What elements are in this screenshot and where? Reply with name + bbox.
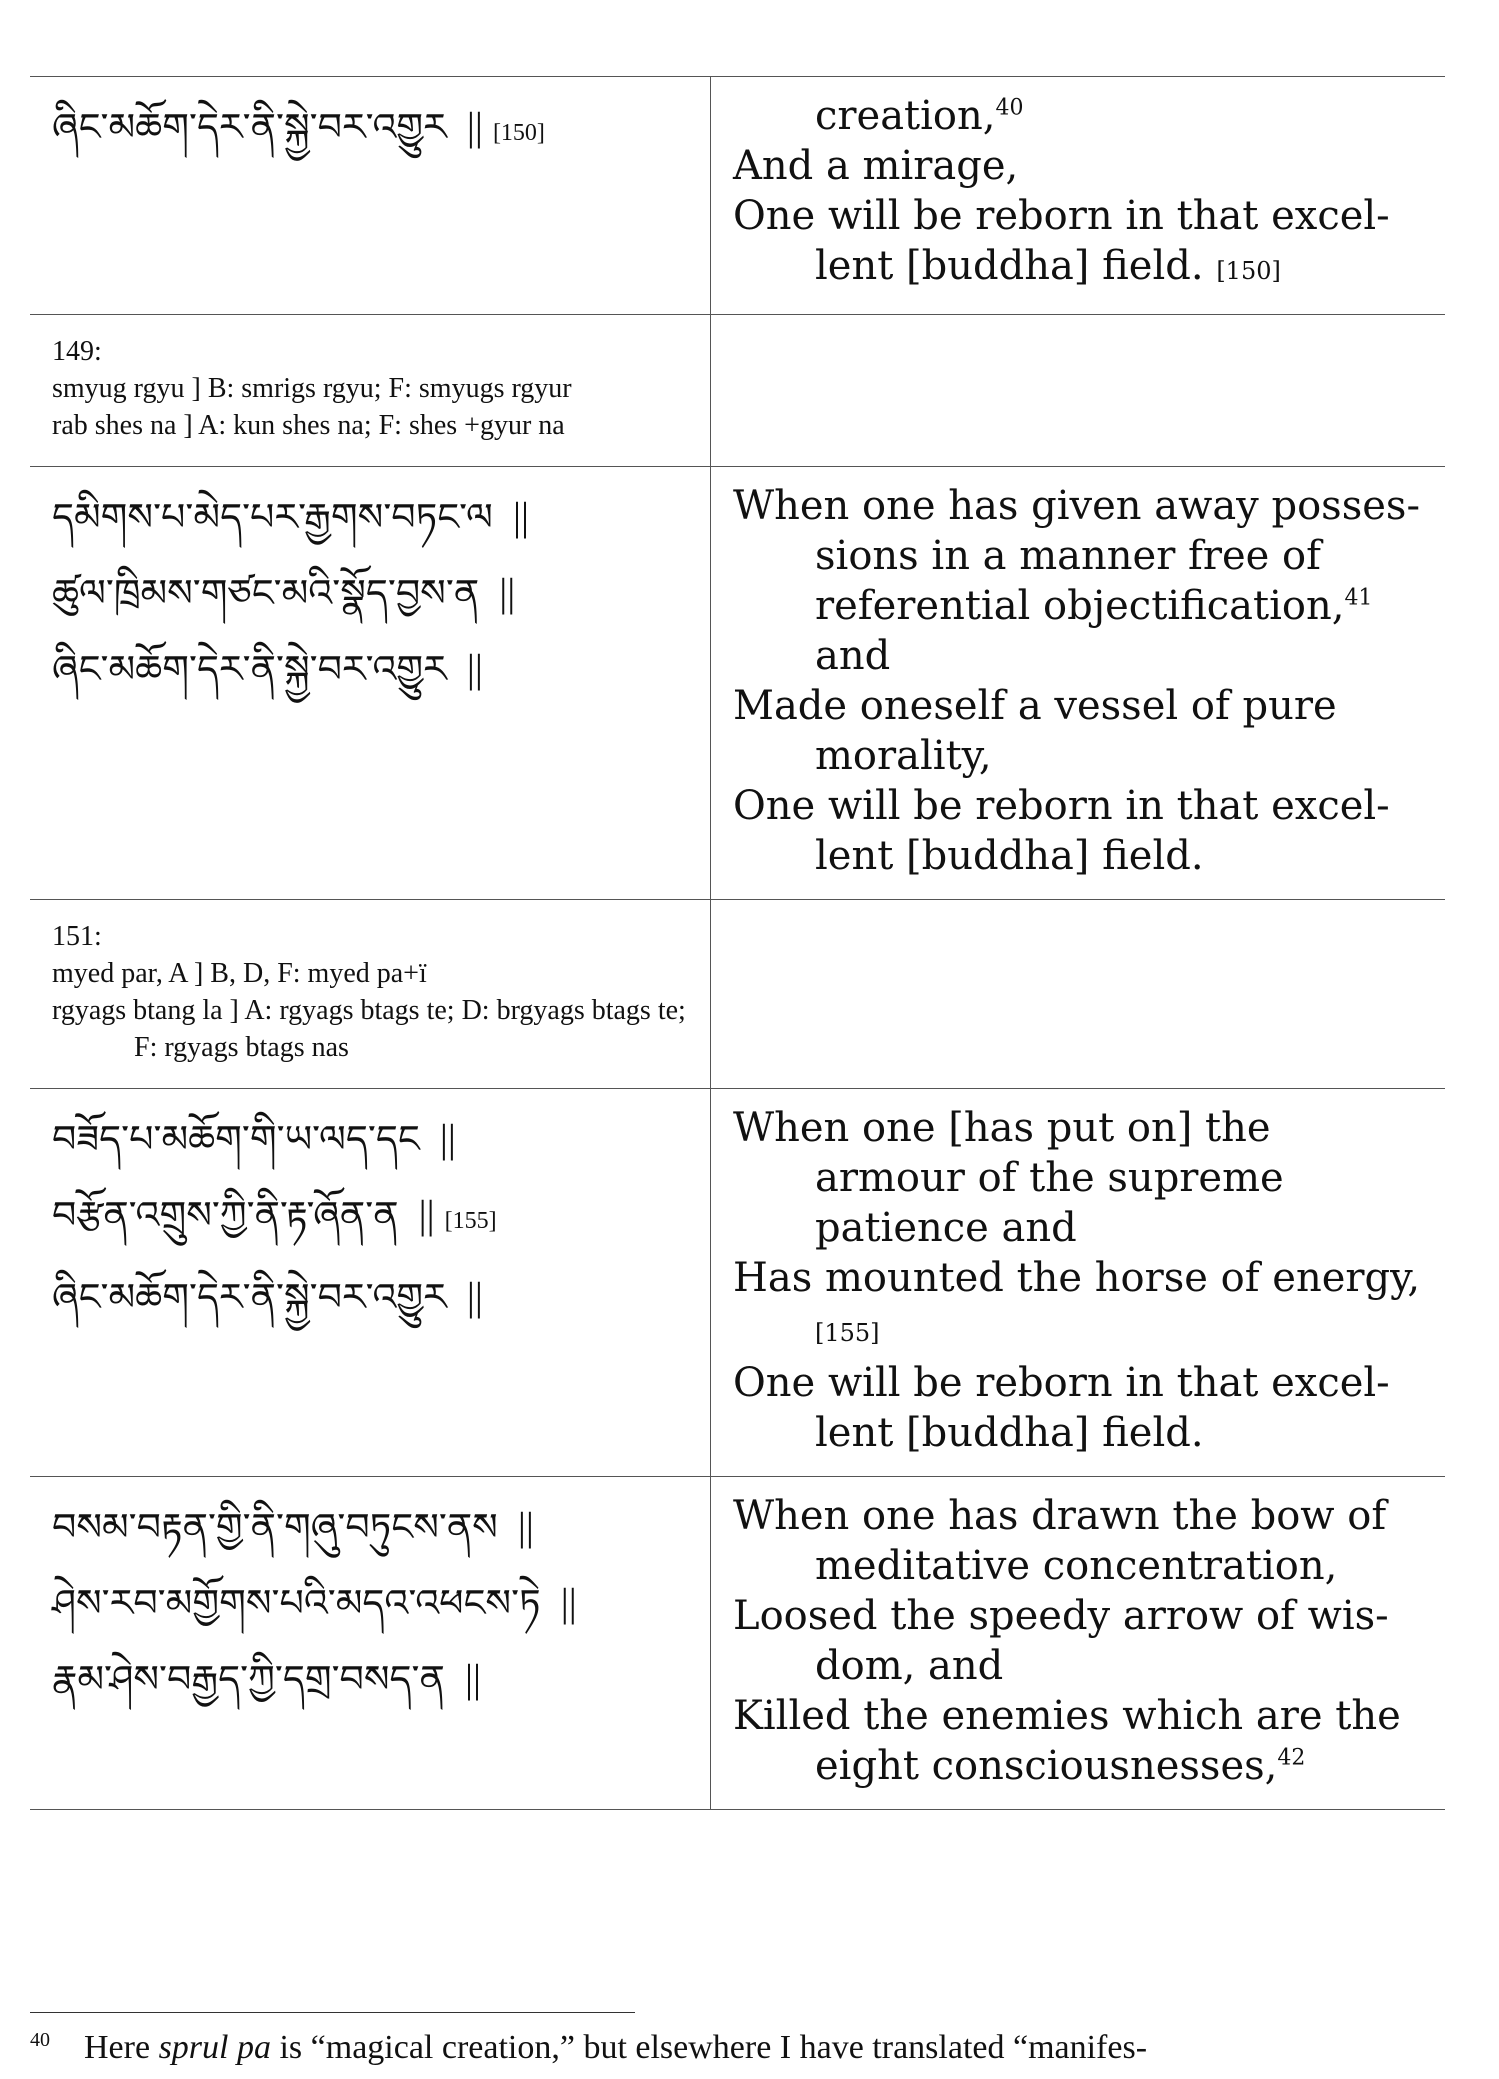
english-line: Has mounted the horse of energy, — [733, 1255, 1421, 1301]
verse-number: [150] — [492, 120, 545, 146]
tibetan-line: བརྩོན་འགྲུས་ཀྱི་ནི་རྟ་ཞོན་ན || [155] — [52, 1192, 497, 1237]
empty-cell — [711, 315, 1446, 467]
english-line: One will be reborn in that excel- — [733, 783, 1390, 829]
verse-number: [155] — [815, 1319, 880, 1347]
english-line: lent [buddha] field. — [815, 833, 1204, 879]
variant-line: smyug rgyu ] B: smrigs rgyu; F: smyugs rgyur — [52, 373, 572, 404]
variant-line: rab shes na ] A: kun shes na; F: shes +gyur na — [52, 410, 565, 441]
variants-row — [30, 315, 1445, 467]
english-line: and — [815, 633, 891, 679]
tibetan-line: ཞིང་མཆོག་དེར་ནི་སྐྱེ་བར་འགྱུར || — [52, 1274, 483, 1319]
footnote-marker: 42 — [1277, 1745, 1306, 1771]
tibetan-verse — [30, 77, 710, 191]
variant-heading: 149: — [52, 336, 102, 367]
verse-number: [155] — [444, 1208, 497, 1234]
footnote: $^{40}$ Here sprul pa is “magical creation,” but elsewhere I have translated “manifes- — [30, 2028, 1148, 2066]
tibetan-cell — [30, 467, 711, 900]
tibetan-line: ཚུལ་ཁྲིམས་གཙང་མའི་སྣོད་བྱས་ན || — [52, 570, 516, 615]
footnote-marker: 41 — [1344, 585, 1373, 611]
tibetan-line: ཤེས་རབ་མགྱོགས་པའི་མདའ་འཕངས་ཏེ || — [52, 1580, 577, 1625]
tibetan-verse — [30, 467, 710, 727]
english-line: Killed the enemies which are the — [733, 1693, 1401, 1739]
english-line: When one has drawn the bow of — [733, 1493, 1387, 1539]
english-cell — [711, 1477, 1446, 1810]
english-verse — [733, 1477, 1445, 1809]
english-line: dom, and — [815, 1643, 1004, 1689]
english-line: lent [buddha] field. [150] — [815, 243, 1281, 289]
tibetan-verse — [30, 1477, 710, 1737]
variant-heading: 151: — [52, 921, 102, 952]
english-cell — [711, 1089, 1446, 1477]
english-line — [733, 1303, 1435, 1358]
english-line: One will be reborn in that excel- — [733, 1360, 1390, 1406]
english-cell — [711, 77, 1446, 315]
footnote-number: 40 — [30, 2028, 50, 2051]
footnote-rule — [30, 2012, 635, 2013]
verse-row — [30, 1089, 1445, 1477]
english-line: And a mirage, — [733, 143, 1019, 189]
english-cell — [711, 467, 1446, 900]
english-line: creation,$^{40}$ — [815, 93, 1024, 139]
english-verse — [733, 1089, 1445, 1476]
english-line: When one has given away posses- — [733, 483, 1420, 529]
english-line: lent [buddha] field. — [815, 1410, 1204, 1456]
textual-variants — [30, 900, 710, 1088]
variants-cell — [30, 315, 711, 467]
english-line: referential objectification,$^{41}$ — [815, 583, 1373, 629]
tibetan-line: དམིགས་པ་མེད་པར་རྒྱགས་བཏང་ལ || — [52, 494, 529, 539]
textual-variants — [30, 315, 710, 466]
footnote-term: sprul pa — [158, 2029, 271, 2066]
english-verse — [733, 77, 1445, 314]
tibetan-line: བསམ་བརྟན་གྱི་ནི་གཞུ་བཏུངས་ནས || — [52, 1504, 534, 1549]
tibetan-line: བཟོད་པ་མཆོག་གི་ཡ་ལད་དང || — [52, 1116, 456, 1161]
variants-cell — [30, 900, 711, 1089]
english-line: morality, — [815, 733, 992, 779]
english-line: When one [has put on] the — [733, 1105, 1271, 1151]
english-line: eight consciousnesses,$^{42}$ — [815, 1743, 1306, 1789]
tibetan-line: ཞིང་མཆོག་དེར་ནི་སྐྱེ་བར་འགྱུར || — [52, 646, 483, 691]
english-line: meditative concentration, — [815, 1543, 1338, 1589]
english-line: sions in a manner free of — [815, 533, 1321, 579]
english-line: One will be reborn in that excel- — [733, 193, 1390, 239]
variant-line: rgyags btang la ] A: rgyags btags te; D: brgyags btags te; F: rgyags btags nas — [52, 995, 686, 1063]
english-verse — [733, 467, 1445, 899]
tibetan-cell — [30, 77, 711, 315]
tibetan-cell — [30, 1477, 711, 1810]
empty-cell — [711, 900, 1446, 1089]
english-line: Loosed the speedy arrow of wis- — [733, 1593, 1389, 1639]
tibetan-line: ཞིང་མཆོག་དེར་ནི་སྐྱེ་བར་འགྱུར || [150] — [52, 104, 545, 149]
english-line: patience and — [815, 1205, 1077, 1251]
footnote-marker: 40 — [995, 95, 1024, 121]
verse-number: [150] — [1216, 257, 1281, 285]
english-line: Made oneself a vessel of pure — [733, 683, 1337, 729]
tibetan-line: རྣམ་ཤེས་བརྒྱད་ཀྱི་དགྲ་བསད་ན || — [52, 1656, 481, 1701]
tibetan-verse — [30, 1089, 710, 1355]
verse-row — [30, 1477, 1445, 1810]
variant-line: myed par, A ] B, D, F: myed pa+ï — [52, 958, 427, 989]
tibetan-cell — [30, 1089, 711, 1477]
verse-table — [30, 76, 1445, 1810]
variants-row — [30, 900, 1445, 1089]
verse-row — [30, 77, 1445, 315]
english-line: armour of the supreme — [815, 1155, 1284, 1201]
verse-row — [30, 467, 1445, 900]
